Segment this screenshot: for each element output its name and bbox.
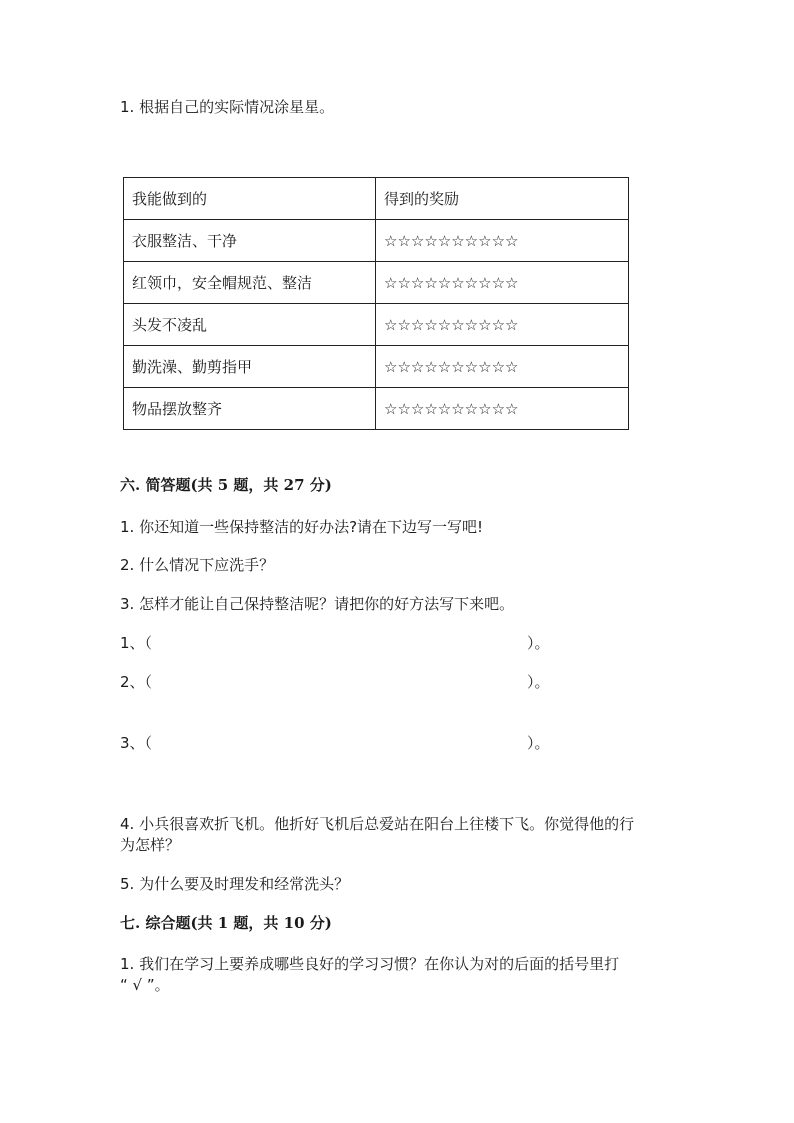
- row-item: 衣服整洁、干净: [124, 220, 376, 262]
- answer-blank-2-close: ）。: [527, 673, 550, 691]
- header-reward: 得到的奖励: [376, 178, 629, 220]
- reward-table: [123, 177, 629, 430]
- star-rating[interactable]: ☆☆☆☆☆☆☆☆☆☆: [376, 220, 629, 262]
- table-row: [124, 304, 629, 346]
- section-6-heading: 六. 简答题(共 5 题，共 27 分): [120, 476, 332, 494]
- table-row: [124, 346, 629, 388]
- table-row: [124, 388, 629, 430]
- answer-blank-3-close: ）。: [527, 734, 550, 752]
- section-6-question-4-line-1: 4. 小兵很喜欢折飞机。他折好飞机后总爱站在阳台上往楼下飞。你觉得他的行: [120, 815, 635, 833]
- star-rating[interactable]: ☆☆☆☆☆☆☆☆☆☆: [376, 346, 629, 388]
- section-7-question-1-line-1: 1. 我们在学习上要养成哪些良好的学习习惯？在你认为对的后面的括号里打: [120, 955, 620, 973]
- section-7-heading: 七. 综合题(共 1 题，共 10 分): [120, 914, 332, 932]
- section-7-question-1-line-2: “ √ ”。: [120, 976, 170, 994]
- row-item: 物品摆放整齐: [124, 388, 376, 430]
- table-row: [124, 262, 629, 304]
- row-item: 头发不凌乱: [124, 304, 376, 346]
- answer-blank-1-close: ）。: [527, 634, 550, 652]
- table-row: [124, 220, 629, 262]
- table-header-row: [124, 178, 629, 220]
- question-1-star-rating: 1. 根据自己的实际情况涂星星。: [120, 98, 335, 116]
- section-6-question-1: 1. 你还知道一些保持整洁的好办法?请在下边写一写吧!: [120, 518, 484, 536]
- header-can-do: 我能做到的: [124, 178, 376, 220]
- section-6-question-5: 5. 为什么要及时理发和经常洗头？: [120, 875, 350, 893]
- star-rating[interactable]: ☆☆☆☆☆☆☆☆☆☆: [376, 304, 629, 346]
- section-6-question-4-line-2: 为怎样？: [120, 836, 181, 854]
- answer-blank-2-open: 2、（: [120, 673, 153, 691]
- answer-blank-1-open: 1、（: [120, 634, 153, 652]
- row-item: 勤洗澡、勤剪指甲: [124, 346, 376, 388]
- answer-blank-3-open: 3、（: [120, 734, 153, 752]
- star-rating[interactable]: ☆☆☆☆☆☆☆☆☆☆: [376, 388, 629, 430]
- section-6-question-3: 3. 怎样才能让自己保持整洁呢？请把你的好方法写下来吧。: [120, 595, 515, 613]
- section-6-question-2: 2. 什么情况下应洗手？: [120, 556, 275, 574]
- row-item: 红领巾，安全帽规范、整洁: [124, 262, 376, 304]
- star-rating[interactable]: ☆☆☆☆☆☆☆☆☆☆: [376, 262, 629, 304]
